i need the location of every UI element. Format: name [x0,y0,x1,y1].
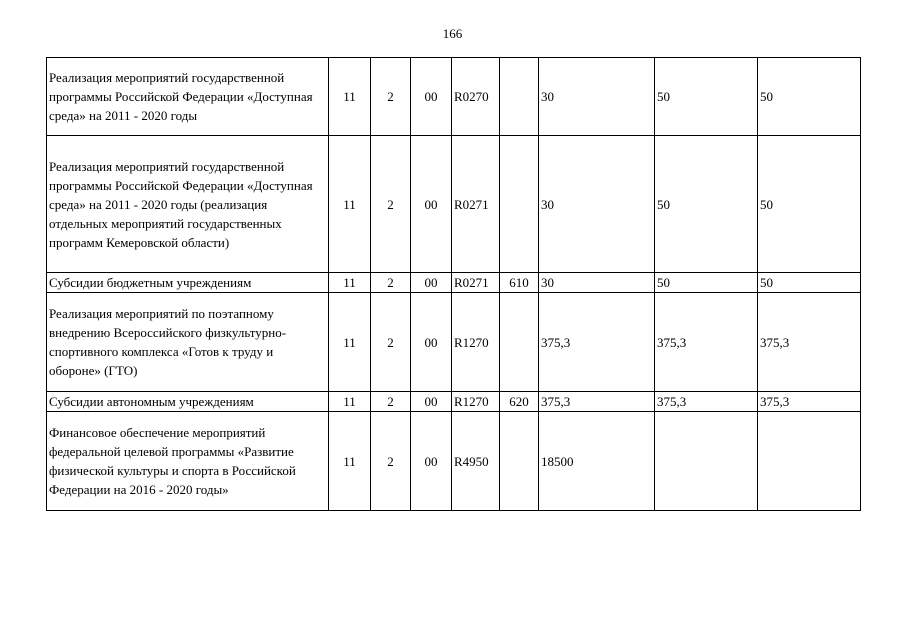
expense-type [500,412,539,511]
program-code: 00 [411,392,452,412]
year2-value: 375,3 [655,392,758,412]
year3-value: 375,3 [758,392,861,412]
table-row [47,392,861,412]
section-code: 11 [329,293,371,392]
row-name: Реализация мероприятий по поэтапному внедрению Всероссийского физкультурно-спортивного комплекса «Готов к труду и обороне» (ГТО) [47,293,329,392]
program-code: 00 [411,136,452,273]
subsection-code: 2 [371,293,411,392]
target-code: R0271 [452,136,500,273]
expense-type: 620 [500,392,539,412]
budget-table [46,57,861,511]
subsection-code: 2 [371,412,411,511]
subsection-code: 2 [371,58,411,136]
target-code: R4950 [452,412,500,511]
table-row [47,412,861,511]
table-body [47,58,861,511]
row-name: Реализация мероприятий государственной программы Российской Федерации «Доступная среда» на 2011 - 2020 годы [47,58,329,136]
row-name: Субсидии автономным учреждениям [47,392,329,412]
subsection-code: 2 [371,273,411,293]
year2-value: 375,3 [655,293,758,392]
target-code: R1270 [452,293,500,392]
expense-type [500,136,539,273]
target-code: R1270 [452,392,500,412]
row-name: Субсидии бюджетным учреждениям [47,273,329,293]
year3-value: 50 [758,136,861,273]
year1-value: 30 [539,273,655,293]
target-code: R0271 [452,273,500,293]
table-row [47,293,861,392]
table-row [47,136,861,273]
table-row [47,58,861,136]
year1-value: 375,3 [539,293,655,392]
year2-value: 50 [655,58,758,136]
section-code: 11 [329,58,371,136]
program-code: 00 [411,273,452,293]
page-number: 166 [442,26,463,41]
table-row [47,273,861,293]
year3-value: 375,3 [758,293,861,392]
program-code: 00 [411,293,452,392]
program-code: 00 [411,412,452,511]
year2-value: 50 [655,273,758,293]
year1-value: 30 [539,58,655,136]
section-code: 11 [329,136,371,273]
section-code: 11 [329,273,371,293]
year3-value: 50 [758,58,861,136]
program-code: 00 [411,58,452,136]
row-name: Финансовое обеспечение мероприятий федеральной целевой программы «Развитие физической культуры и спорта в Российской Федерации на 2016 - 2020 годы» [47,412,329,511]
expense-type [500,293,539,392]
year1-value: 375,3 [539,392,655,412]
expense-type: 610 [500,273,539,293]
year3-value: 50 [758,273,861,293]
subsection-code: 2 [371,392,411,412]
year2-value [655,412,758,511]
subsection-code: 2 [371,136,411,273]
section-code: 11 [329,412,371,511]
expense-type [500,58,539,136]
year3-value [758,412,861,511]
target-code: R0270 [452,58,500,136]
year1-value: 30 [539,136,655,273]
section-code: 11 [329,392,371,412]
year1-value: 18500 [539,412,655,511]
year2-value: 50 [655,136,758,273]
row-name: Реализация мероприятий государственной программы Российской Федерации «Доступная среда» на 2011 - 2020 годы (реализация отдельных мероприятий государственных программ Кемеровской области) [47,136,329,273]
